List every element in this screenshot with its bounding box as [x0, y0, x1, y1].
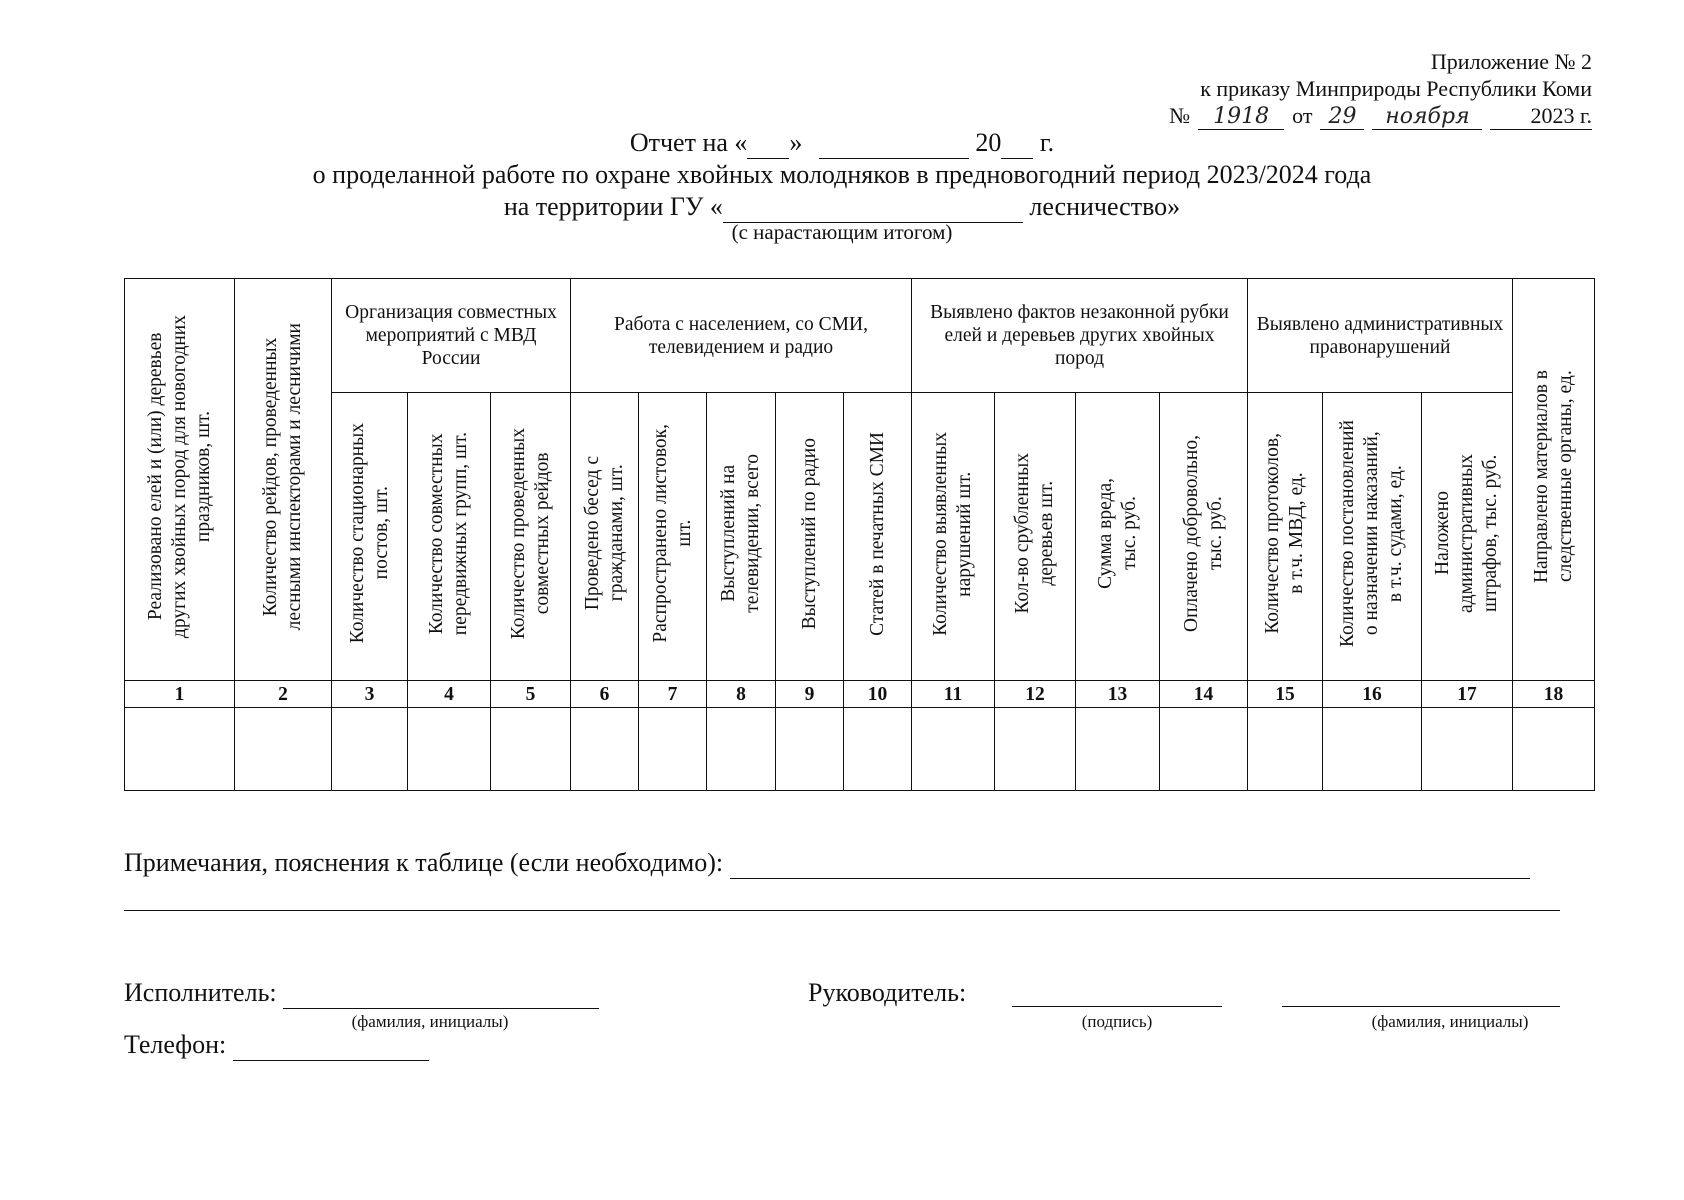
data-cell[interactable]: [235, 708, 332, 791]
appendix-order-number-line: [1072, 102, 1592, 130]
col-number: 10: [844, 681, 912, 708]
col-number: 5: [491, 681, 571, 708]
col-header-13: Сумма вреда, тыс. руб.: [1076, 393, 1160, 681]
head-signature-line[interactable]: [1012, 1006, 1222, 1007]
data-cell[interactable]: [1248, 708, 1323, 791]
col-number: 1: [125, 681, 235, 708]
order-number: 1918: [1198, 105, 1284, 130]
group-header-mvd: Организация совместных мероприятий с МВД России: [332, 279, 571, 393]
data-cell[interactable]: [1422, 708, 1513, 791]
executor-caption: (фамилия, инициалы): [351, 1012, 509, 1031]
report-title-line1: Отчет на « » 20 г.: [629, 128, 1055, 157]
notes-label: Примечания, пояснения к таблице (если необходимо):: [124, 848, 724, 877]
notes-line-1[interactable]: [730, 848, 1530, 879]
executor-block: [124, 978, 599, 1009]
executor-label: Исполнитель:: [124, 978, 277, 1007]
data-cell[interactable]: [491, 708, 571, 791]
group-header-media: Работа с населением, со СМИ, телевидением и радио: [571, 279, 912, 393]
col-header-11: Количество выявленных нарушений шт.: [912, 393, 995, 681]
notes-section: [124, 848, 1530, 879]
order-year: 2023 г.: [1490, 102, 1592, 130]
data-cell[interactable]: [1160, 708, 1248, 791]
col-header-14: Оплачено добровольно, тыс. руб.: [1160, 393, 1248, 681]
executor-name-line[interactable]: [283, 978, 599, 1009]
col-header-18: Направлено материалов в следственные органы, ед.: [1513, 279, 1595, 681]
col-number: 18: [1513, 681, 1595, 708]
data-cell[interactable]: [1513, 708, 1595, 791]
column-numbers-row: [125, 681, 1595, 708]
col-number: 3: [332, 681, 408, 708]
data-cell[interactable]: [844, 708, 912, 791]
data-cell[interactable]: [776, 708, 844, 791]
data-row: [125, 708, 1595, 791]
data-cell[interactable]: [408, 708, 491, 791]
data-cell[interactable]: [912, 708, 995, 791]
col-header-12: Кол-во срубленных деревьев шт.: [995, 393, 1076, 681]
col-number: 13: [1076, 681, 1160, 708]
report-title-line4: (с нарастающим итогом): [731, 220, 953, 244]
notes-line-2[interactable]: [124, 910, 1560, 911]
report-title-line2: о проделанной работе по охране хвойных молодняков в предновогодний период 2023/2024 года: [312, 160, 1372, 189]
data-cell[interactable]: [332, 708, 408, 791]
phone-block: [124, 1030, 429, 1061]
col-number: 2: [235, 681, 332, 708]
col-number: 12: [995, 681, 1076, 708]
phone-label: Телефон:: [124, 1030, 227, 1059]
report-table: [124, 278, 1595, 791]
col-header-7: Распространено листовок, шт.: [639, 393, 707, 681]
col-number: 16: [1323, 681, 1422, 708]
col-header-2: Количество рейдов, проведенных лесными инспекторами и лесничими: [235, 279, 332, 681]
forestry-blank: [723, 192, 1023, 223]
data-cell[interactable]: [1323, 708, 1422, 791]
col-header-15: Количество протоколов, в т.ч. МВД, ед.: [1248, 393, 1323, 681]
order-month: ноября: [1372, 105, 1482, 130]
col-header-17: Наложено административных штрафов, тыс. руб.: [1422, 393, 1513, 681]
month-blank: [819, 128, 969, 159]
signature-caption: (подпись): [1081, 1012, 1153, 1031]
report-title-line3: на территории ГУ « лесничество»: [503, 192, 1181, 221]
data-cell[interactable]: [707, 708, 776, 791]
data-cell[interactable]: [995, 708, 1076, 791]
head-caption: (фамилия, инициалы): [1371, 1012, 1529, 1031]
year-blank: [1001, 128, 1033, 159]
col-number: 17: [1422, 681, 1513, 708]
col-number: 14: [1160, 681, 1248, 708]
col-header-1: Реализовано елей и (или) деревьев других хвойных пород для новогодних праздников, шт.: [125, 279, 235, 681]
data-cell[interactable]: [571, 708, 639, 791]
col-number: 6: [571, 681, 639, 708]
data-cell[interactable]: [639, 708, 707, 791]
col-number: 9: [776, 681, 844, 708]
col-number: 11: [912, 681, 995, 708]
appendix-order-ref: к приказу Минприроды Республики Коми: [1200, 76, 1592, 101]
col-number: 8: [707, 681, 776, 708]
data-cell[interactable]: [1076, 708, 1160, 791]
col-header-3: Количество стационарных постов, шт.: [332, 393, 408, 681]
phone-line[interactable]: [233, 1030, 429, 1061]
head-name-line[interactable]: [1282, 1006, 1560, 1007]
appendix-title: Приложение № 2: [1430, 49, 1592, 74]
col-header-16: Количество постановлений о назначении наказаний, в т.ч. судами, ед.: [1323, 393, 1422, 681]
day-blank: [747, 128, 789, 159]
col-number: 7: [639, 681, 707, 708]
col-header-5: Количество проведенных совместных рейдов: [491, 393, 571, 681]
col-header-4: Количество совместных передвижных групп, шт.: [408, 393, 491, 681]
group-header-illegal-logging: Выявлено фактов незаконной рубки елей и деревьев других хвойных пород: [912, 279, 1248, 393]
col-header-6: Проведено бесед с гражданами, шт.: [571, 393, 639, 681]
col-header-8: Выступлений на телевидении, всего: [707, 393, 776, 681]
group-header-admin-offenses: Выявлено административных правонарушений: [1248, 279, 1513, 393]
order-day: 29: [1320, 105, 1364, 130]
appendix-header: [1072, 48, 1592, 130]
number-sign: №: [1169, 103, 1191, 128]
col-header-10: Статей в печатных СМИ: [844, 393, 912, 681]
head-label: Руководитель:: [808, 978, 967, 1007]
col-header-9: Выступлений по радио: [776, 393, 844, 681]
from-label: от: [1292, 103, 1313, 128]
col-number: 4: [408, 681, 491, 708]
col-number: 15: [1248, 681, 1323, 708]
data-cell[interactable]: [125, 708, 235, 791]
